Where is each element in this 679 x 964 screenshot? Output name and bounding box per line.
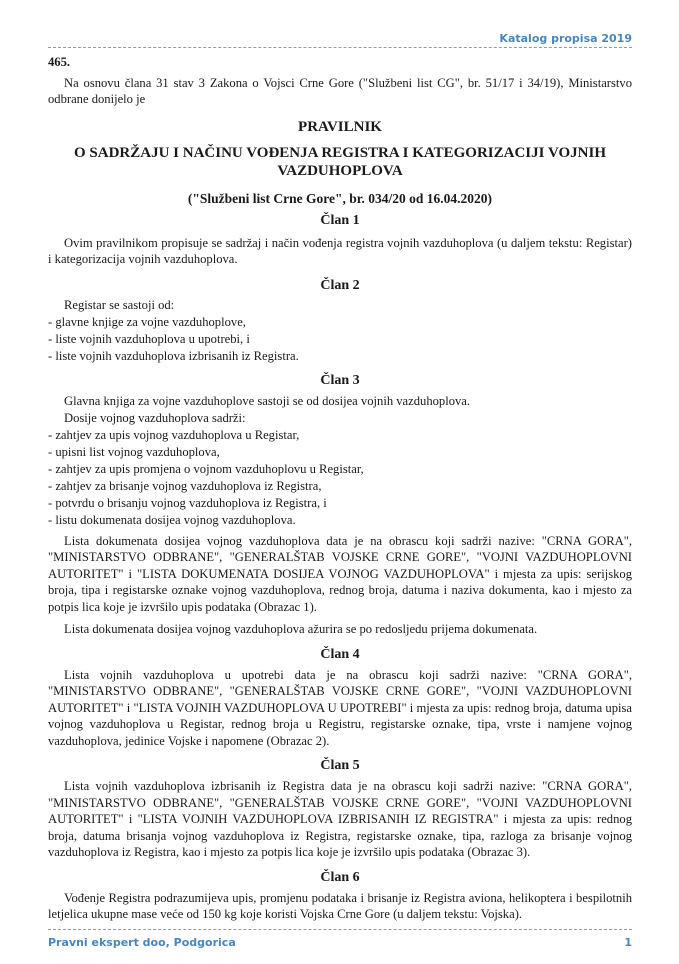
regulation-number: 465. [48, 55, 71, 69]
page-number: 1 [624, 935, 632, 949]
list-item: Registar se sastoji od: [64, 297, 175, 312]
article-3-para-1: Lista dokumenata dosijea vojnog vazduhoplova data je na obrascu koji sadrži nazive: "CRNA GORA", "MINISTARSTVO ODBRANE", "GENERALŠTAB VOJSKE CRNE GORE", "VOJNI VAZDUHOPLOVNI AUTORITET" i "LISTA DOKUMENATA DOSIJEA VOJNOG VAZDUHOPLOVA" i mjesta za upis: serijskog broja, tipa i registarske oznake vojnog vazduhoplova, rednog broja, datuma i naziva dokumenta, kao i mjesto za potpis lica koje je izvršilo upis podataka (Obrazac 1). [48, 533, 632, 614]
article-1-text: Ovim pravilnikom propisuje se sadržaj i način vođenja registra vojnih vazduhoplova (u daljem tekstu: Registar) i kategorizacija vojnih vazduhoplova. [48, 235, 632, 266]
list-item: - liste vojnih vazduhoplova izbrisanih iz Registra. [48, 348, 299, 363]
article-6-text: Vođenje Registra podrazumijeva upis, promjenu podataka i brisanje iz Registra aviona, helikoptera i bespilotnih letjelica ukupne mase veće od 150 kg koje koristi Vojska Crne Gore (u daljem tekstu: Vojska). [48, 890, 632, 921]
page-footer [48, 929, 632, 954]
article-1-heading: Član 1 [320, 212, 360, 228]
list-item: - zahtjev za brisanje vojnog vazduhoplova iz Registra, [48, 478, 322, 493]
article-5-heading: Član 5 [320, 758, 360, 773]
article-4-text: Lista vojnih vazduhoplova u upotrebi data je na obrascu koji sadrži nazive: "CRNA GORA", "MINISTARSTVO ODBRANE", "GENERALŠTAB VOJSKE CRNE GORE", "VOJNI VAZDUHOPLOVNI AUTORITET" i "LISTA VOJNIH VAZDUHOPLOVA U UPOTREBI" i mjesta za upis: rednog broja, datuma upisa vojnog vazduhoplova u Registar, rednog broja u Registru, registarske oznake, tipa, vrste i namjene vojnog vazduhoplova, jedinice Vojske i napomene (Obrazac 2). [48, 667, 632, 748]
publisher-label: Pravni ekspert doo, Podgorica [48, 935, 236, 949]
list-item: - upisni list vojnog vazduhoplova, [48, 444, 220, 459]
list-item: - glavne knjige za vojne vazduhoplove, [48, 314, 246, 329]
doc-type: PRAVILNIK [298, 118, 382, 135]
article-6-heading: Član 6 [320, 869, 360, 885]
list-item: Glavna knjiga za vojne vazduhoplove sastoji se od dosijea vojnih vazduhoplova. [64, 393, 471, 408]
article-2-list [48, 297, 632, 365]
doc-title: O SADRŽAJU I NAČINU VOĐENJA REGISTRA I KATEGORIZACIJI VOJNIH VAZDUHOPLOVA [74, 144, 606, 179]
list-item: - zahtjev za upis vojnog vazduhoplova u Registar, [48, 427, 300, 442]
article-3-para-2: Lista dokumenata dosijea vojnog vazduhoplova ažurira se po redosljedu prijema dokumenata. [64, 622, 538, 636]
article-5-text: Lista vojnih vazduhoplova izbrisanih iz Registra data je na obrascu koji sadrži nazive: "CRNA GORA", "MINISTARSTVO ODBRANE", "GENERALŠTAB VOJSKE CRNE GORE", "VOJNI VAZDUHOPLOVNI AUTORITET" i "LISTA VOJNIH VAZDUHOPLOVA IZBRISANIH IZ REGISTRA" i mjesta za upis: rednog broja, datuma brisanja vojnog vazduhoplova iz Registra, registarske oznake, tipa, razloga za brisanje vojnog vazduhoplova iz Registra, kao i mjesto za potpis lica koje je izvršilo upis podataka (Obrazac 3). [48, 779, 632, 859]
gazette-reference: ("Službeni list Crne Gore", br. 034/20 od 16.04.2020) [187, 190, 493, 206]
document-page [48, 0, 632, 964]
list-item: - liste vojnih vazduhoplova u upotrebi, i [48, 331, 250, 346]
preamble: Na osnovu člana 31 stav 3 Zakona o Vojsci Crne Gore ("Službeni list CG", br. 51/17 i 34/19), Ministarstvo odbrane donijelo je [48, 75, 632, 106]
article-3-heading: Član 3 [320, 372, 360, 388]
list-item: - listu dokumenata dosijea vojnog vazduhoplova. [48, 512, 296, 527]
list-item: - zahtjev za upis promjena o vojnom vazduhoplovu u Registar, [48, 461, 364, 476]
article-4-heading: Član 4 [320, 646, 360, 662]
page-header [48, 30, 632, 48]
catalog-label: Katalog propisa 2019 [499, 32, 632, 45]
list-item: Dosije vojnog vazduhoplova sadrži: [64, 410, 246, 425]
article-3-list [48, 393, 632, 529]
list-item: - potvrdu o brisanju vojnog vazduhoplova iz Registra, i [48, 495, 327, 510]
article-2-heading: Član 2 [320, 277, 360, 293]
